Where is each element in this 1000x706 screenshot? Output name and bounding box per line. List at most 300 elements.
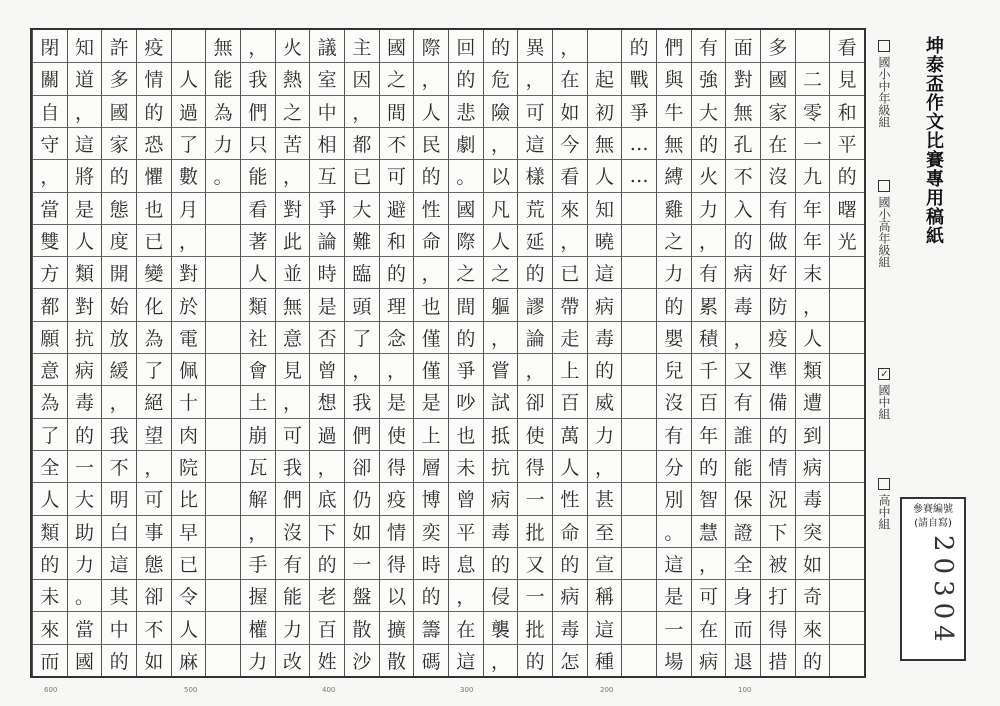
grid-cell: 批 <box>518 611 552 643</box>
grid-cell: 了 <box>345 321 379 353</box>
grid-cell: 苦 <box>276 127 310 159</box>
grid-cell: 其 <box>102 579 136 611</box>
grid-cell: 人 <box>553 450 587 482</box>
grid-cell: 熱 <box>276 62 310 94</box>
grid-cell: 千 <box>692 353 726 385</box>
grid-cell: 都 <box>345 127 379 159</box>
grid-cell: 之 <box>449 256 483 288</box>
grid-cell <box>830 418 864 450</box>
grid-cell: 毒 <box>726 288 760 320</box>
essay-column <box>413 30 448 676</box>
grid-cell: 當 <box>68 611 102 643</box>
grid-cell: 荒 <box>518 192 552 224</box>
grid-cell: 在 <box>692 611 726 643</box>
grid-cell: 已 <box>345 159 379 191</box>
grid-cell: 層 <box>414 450 448 482</box>
grid-cell: 避 <box>380 192 414 224</box>
grid-cell: 會 <box>241 353 275 385</box>
grid-cell: … <box>622 127 656 159</box>
grid-cell: 病 <box>553 579 587 611</box>
grid-cell: 到 <box>796 418 830 450</box>
grid-cell: 們 <box>345 418 379 450</box>
grid-cell: ， <box>553 224 587 256</box>
grid-cell: 病 <box>726 256 760 288</box>
grid-cell: 仍 <box>345 482 379 514</box>
grid-cell <box>830 644 864 676</box>
grid-cell: 力 <box>68 547 102 579</box>
grid-cell: 試 <box>484 385 518 417</box>
grid-cell: 措 <box>761 644 795 676</box>
grid-cell: ， <box>560 36 580 59</box>
grid-cell: ， <box>518 353 552 385</box>
grid-cell: 因 <box>345 62 379 94</box>
grid-cell: 著 <box>241 224 275 256</box>
grid-cell: 使 <box>518 418 552 450</box>
grid-cell: 許 <box>109 36 129 59</box>
grid-cell: 已 <box>553 256 587 288</box>
grid-cell: 樣 <box>518 159 552 191</box>
grid-cell: 如 <box>137 644 171 676</box>
grid-cell: 的 <box>102 159 136 191</box>
grid-cell: 變 <box>137 256 171 288</box>
grid-cell: 曾 <box>449 482 483 514</box>
grid-cell: 回 <box>456 36 476 59</box>
grid-cell: 被 <box>761 547 795 579</box>
grid-cell: 證 <box>726 515 760 547</box>
grid-cell: 是 <box>414 385 448 417</box>
grid-cell <box>206 418 240 450</box>
counter-label: 300 <box>460 686 474 694</box>
grid-cell: 看 <box>553 159 587 191</box>
grid-cell: 九 <box>796 159 830 191</box>
grid-cell: 的 <box>588 353 622 385</box>
grid-cell: 僅 <box>414 353 448 385</box>
grid-cell: 過 <box>310 418 344 450</box>
grid-cell: 悲 <box>449 95 483 127</box>
grid-cell: 權 <box>241 611 275 643</box>
grid-cell: 道 <box>68 62 102 94</box>
grid-cell: 沒 <box>657 385 691 417</box>
grid-cell <box>172 30 206 62</box>
category-label: 國小中年級組 <box>877 56 891 128</box>
grid-cell: 知 <box>588 192 622 224</box>
grid-cell <box>830 385 864 417</box>
grid-cell: 比 <box>172 482 206 514</box>
grid-cell: ， <box>68 95 102 127</box>
grid-cell: 和 <box>830 95 864 127</box>
grid-cell: 想 <box>310 385 344 417</box>
grid-cell <box>206 385 240 417</box>
grid-cell: 孔 <box>726 127 760 159</box>
grid-cell: 的 <box>449 62 483 94</box>
grid-cell: 至 <box>588 515 622 547</box>
grid-cell: 情 <box>761 450 795 482</box>
grid-cell: 這 <box>588 611 622 643</box>
grid-cell: 之 <box>276 95 310 127</box>
grid-cell: 無 <box>726 95 760 127</box>
grid-cell: 光 <box>830 224 864 256</box>
grid-cell: 下 <box>310 515 344 547</box>
grid-cell: 意 <box>33 353 67 385</box>
grid-cell <box>622 256 656 288</box>
grid-cell: ， <box>345 353 379 385</box>
grid-cell: 的 <box>518 256 552 288</box>
grid-cell: 互 <box>310 159 344 191</box>
grid-cell: 來 <box>553 192 587 224</box>
grid-cell: 積 <box>692 321 726 353</box>
grid-cell: 身 <box>726 579 760 611</box>
grid-cell: 白 <box>102 515 136 547</box>
grid-cell: 卻 <box>518 385 552 417</box>
grid-cell: 有 <box>761 192 795 224</box>
grid-cell: 的 <box>310 547 344 579</box>
grid-cell: 們 <box>664 36 684 59</box>
grid-cell: 多 <box>102 62 136 94</box>
essay-column <box>483 30 518 676</box>
grid-cell: 僅 <box>414 321 448 353</box>
grid-cell: 人 <box>414 95 448 127</box>
essay-column <box>587 30 622 676</box>
grid-cell: 的 <box>761 418 795 450</box>
grid-cell <box>622 515 656 547</box>
essay-column <box>621 30 656 676</box>
grid-cell: 異 <box>525 36 545 59</box>
grid-cell: 嘗 <box>484 353 518 385</box>
counter-label: 500 <box>184 686 198 694</box>
grid-cell: 土 <box>241 385 275 417</box>
grid-cell: 為 <box>137 321 171 353</box>
grid-cell: 並 <box>276 256 310 288</box>
grid-cell: 民 <box>414 127 448 159</box>
essay-column <box>795 30 830 676</box>
essay-column <box>136 30 171 676</box>
grid-cell: ， <box>449 579 483 611</box>
grid-cell: 突 <box>796 515 830 547</box>
grid-cell: 又 <box>726 353 760 385</box>
grid-cell: 累 <box>692 288 726 320</box>
grid-cell: 火 <box>282 36 302 59</box>
grid-cell: 強 <box>692 62 726 94</box>
grid-cell: 這 <box>657 547 691 579</box>
grid-cell: 在 <box>761 127 795 159</box>
checkbox-icon <box>878 180 890 192</box>
grid-cell: 的 <box>449 321 483 353</box>
grid-cell: ， <box>241 515 275 547</box>
grid-cell: ， <box>796 288 830 320</box>
grid-cell: 未 <box>33 579 67 611</box>
grid-cell: 末 <box>796 256 830 288</box>
grid-cell: 室 <box>310 62 344 94</box>
grid-cell <box>206 515 240 547</box>
grid-cell <box>622 288 656 320</box>
grid-cell: 改 <box>276 644 310 676</box>
grid-cell: 病 <box>692 644 726 676</box>
grid-cell: 一 <box>796 127 830 159</box>
grid-cell: 自 <box>33 95 67 127</box>
grid-cell: 散 <box>345 611 379 643</box>
grid-cell: ， <box>345 95 379 127</box>
grid-cell: 擴 <box>380 611 414 643</box>
grid-cell: 命 <box>553 515 587 547</box>
grid-cell: 手 <box>241 547 275 579</box>
grid-cell: ， <box>414 256 448 288</box>
grid-cell: 的 <box>657 288 691 320</box>
grid-cell: 對 <box>726 62 760 94</box>
grid-cell: 以 <box>380 579 414 611</box>
grid-cell: 解 <box>241 482 275 514</box>
grid-cell: 襲 <box>484 611 518 643</box>
grid-cell: 助 <box>68 515 102 547</box>
grid-cell: 退 <box>726 644 760 676</box>
counter-label: 600 <box>44 686 58 694</box>
grid-cell: 爭 <box>310 192 344 224</box>
essay-column <box>205 30 240 676</box>
grid-cell: 百 <box>310 611 344 643</box>
essay-column <box>552 30 587 676</box>
grid-cell <box>830 611 864 643</box>
grid-cell: 月 <box>172 192 206 224</box>
grid-cell: 態 <box>137 547 171 579</box>
counter-label: 400 <box>322 686 336 694</box>
grid-cell: 沒 <box>761 159 795 191</box>
grid-cell: 人 <box>68 224 102 256</box>
grid-cell: 戰 <box>622 62 656 94</box>
grid-cell: 此 <box>276 224 310 256</box>
grid-cell: 是 <box>657 579 691 611</box>
grid-cell: 始 <box>102 288 136 320</box>
grid-cell: 的 <box>484 547 518 579</box>
grid-cell: 年 <box>692 418 726 450</box>
grid-cell <box>622 644 656 676</box>
grid-cell: 息 <box>449 547 483 579</box>
grid-cell: 大 <box>68 482 102 514</box>
grid-cell: 是 <box>380 385 414 417</box>
grid-cell: 劇 <box>449 127 483 159</box>
essay-column <box>171 30 206 676</box>
grid-cell: 論 <box>310 224 344 256</box>
grid-cell: 可 <box>380 159 414 191</box>
grid-cell: 在 <box>553 62 587 94</box>
grid-cell: ， <box>692 224 726 256</box>
grid-cell: 間 <box>380 95 414 127</box>
grid-cell <box>830 353 864 385</box>
grid-cell: 類 <box>796 353 830 385</box>
grid-cell: 的 <box>518 644 552 676</box>
essay-column <box>448 30 483 676</box>
grid-cell: 種 <box>588 644 622 676</box>
category-option <box>876 180 893 268</box>
grid-cell: 無 <box>213 36 233 59</box>
checkbox-icon: ✓ <box>879 369 890 380</box>
grid-cell: 類 <box>33 515 67 547</box>
grid-cell: 牛 <box>657 95 691 127</box>
grid-cell: 稱 <box>588 579 622 611</box>
grid-cell: 院 <box>172 450 206 482</box>
grid-cell: 我 <box>102 418 136 450</box>
grid-cell: 中 <box>310 95 344 127</box>
grid-cell: ， <box>33 159 67 191</box>
grid-cell: 守 <box>33 127 67 159</box>
grid-cell: 力 <box>588 418 622 450</box>
grid-cell: 未 <box>449 450 483 482</box>
essay-column <box>760 30 795 676</box>
grid-cell <box>622 547 656 579</box>
grid-cell <box>830 450 864 482</box>
grid-cell: 。 <box>657 515 691 547</box>
grid-cell: 關 <box>33 62 67 94</box>
grid-cell: 如 <box>796 547 830 579</box>
grid-cell: 令 <box>172 579 206 611</box>
grid-cell: 力 <box>241 644 275 676</box>
grid-cell: 意 <box>276 321 310 353</box>
grid-cell: 國 <box>449 192 483 224</box>
grid-cell: 見 <box>276 353 310 385</box>
grid-cell: 議 <box>317 36 337 59</box>
grid-cell: 否 <box>310 321 344 353</box>
essay-column <box>32 30 67 676</box>
grid-cell: 不 <box>102 450 136 482</box>
grid-cell: 抵 <box>484 418 518 450</box>
grid-cell: 的 <box>68 418 102 450</box>
grid-cell: 老 <box>310 579 344 611</box>
grid-cell: 年 <box>796 224 830 256</box>
grid-cell: 和 <box>380 224 414 256</box>
checkbox-icon <box>878 478 890 490</box>
grid-cell: 起 <box>588 62 622 94</box>
grid-cell: ， <box>276 159 310 191</box>
grid-cell: 病 <box>484 482 518 514</box>
grid-cell: 這 <box>449 644 483 676</box>
grid-cell <box>206 256 240 288</box>
grid-cell: 已 <box>137 224 171 256</box>
grid-cell: 二 <box>796 62 830 94</box>
grid-cell: 沒 <box>276 515 310 547</box>
grid-cell: 電 <box>172 321 206 353</box>
grid-cell <box>830 515 864 547</box>
grid-cell: 有 <box>276 547 310 579</box>
grid-cell: 的 <box>33 547 67 579</box>
grid-cell: 看 <box>837 36 857 59</box>
grid-cell: 我 <box>345 385 379 417</box>
grid-cell: 念 <box>380 321 414 353</box>
grid-cell: 智 <box>692 482 726 514</box>
grid-cell: 打 <box>761 579 795 611</box>
grid-cell: 全 <box>33 450 67 482</box>
grid-cell: 社 <box>241 321 275 353</box>
grid-cell: 毒 <box>68 385 102 417</box>
grid-cell: 一 <box>68 450 102 482</box>
grid-cell: 對 <box>172 256 206 288</box>
grid-cell: ， <box>484 644 518 676</box>
grid-cell: 病 <box>68 353 102 385</box>
grid-cell: 雞 <box>657 192 691 224</box>
grid-cell: 姓 <box>310 644 344 676</box>
grid-cell: 間 <box>449 288 483 320</box>
grid-cell: ， <box>137 450 171 482</box>
grid-cell <box>206 450 240 482</box>
grid-cell: 人 <box>33 482 67 514</box>
grid-cell: 這 <box>102 547 136 579</box>
grid-cell <box>206 321 240 353</box>
form-title: 坤泰盃作文比賽專用稿紙 <box>923 36 944 245</box>
grid-cell: 可 <box>692 579 726 611</box>
grid-cell: 況 <box>761 482 795 514</box>
grid-cell: 卻 <box>345 450 379 482</box>
grid-cell: 也 <box>137 192 171 224</box>
grid-cell: 入 <box>726 192 760 224</box>
grid-cell: 在 <box>449 611 483 643</box>
grid-cell: 將 <box>68 159 102 191</box>
grid-cell: 使 <box>380 418 414 450</box>
grid-cell: 力 <box>206 127 240 159</box>
grid-cell: 絕 <box>137 385 171 417</box>
grid-cell: 我 <box>276 450 310 482</box>
grid-cell: 不 <box>137 611 171 643</box>
grid-cell: 甚 <box>588 482 622 514</box>
grid-cell: 可 <box>276 418 310 450</box>
grid-cell: 平 <box>449 515 483 547</box>
grid-cell: 頭 <box>345 288 379 320</box>
grid-cell: 毒 <box>553 611 587 643</box>
grid-cell: 放 <box>102 321 136 353</box>
grid-cell: 準 <box>761 353 795 385</box>
grid-cell: 抗 <box>484 450 518 482</box>
grid-cell: 方 <box>33 256 67 288</box>
grid-cell: 無 <box>657 127 691 159</box>
grid-cell: 可 <box>137 482 171 514</box>
manuscript-grid <box>30 28 866 678</box>
grid-cell: 我 <box>241 62 275 94</box>
grid-cell <box>206 644 240 676</box>
grid-cell: 的 <box>830 159 864 191</box>
grid-cell: 國 <box>761 62 795 94</box>
category-label: 國中組 <box>877 384 891 420</box>
grid-cell: 有 <box>698 36 718 59</box>
grid-cell: 險 <box>484 95 518 127</box>
essay-column <box>240 30 275 676</box>
grid-cell: 曉 <box>588 224 622 256</box>
grid-cell: 曙 <box>830 192 864 224</box>
grid-cell: 能 <box>726 450 760 482</box>
grid-cell: ， <box>414 62 448 94</box>
grid-cell: 碼 <box>414 644 448 676</box>
grid-cell: 人 <box>588 159 622 191</box>
grid-cell: 批 <box>518 515 552 547</box>
essay-column <box>725 30 760 676</box>
grid-cell: 又 <box>518 547 552 579</box>
grid-cell: 分 <box>657 450 691 482</box>
grid-cell: 對 <box>68 288 102 320</box>
grid-cell <box>830 482 864 514</box>
grid-cell: 縛 <box>657 159 691 191</box>
grid-cell: 爭 <box>449 353 483 385</box>
grid-cell: 毒 <box>588 321 622 353</box>
grid-cell: 的 <box>796 644 830 676</box>
grid-cell: 中 <box>102 611 136 643</box>
grid-cell: 過 <box>172 95 206 127</box>
grid-cell <box>830 547 864 579</box>
grid-cell: 備 <box>761 385 795 417</box>
grid-cell <box>622 418 656 450</box>
grid-cell: 。 <box>206 159 240 191</box>
essay-column <box>691 30 726 676</box>
grid-cell: ， <box>172 224 206 256</box>
grid-cell: 怎 <box>553 644 587 676</box>
grid-cell: 毒 <box>484 515 518 547</box>
grid-cell: 握 <box>241 579 275 611</box>
grid-cell: 奇 <box>796 579 830 611</box>
grid-cell <box>206 192 240 224</box>
